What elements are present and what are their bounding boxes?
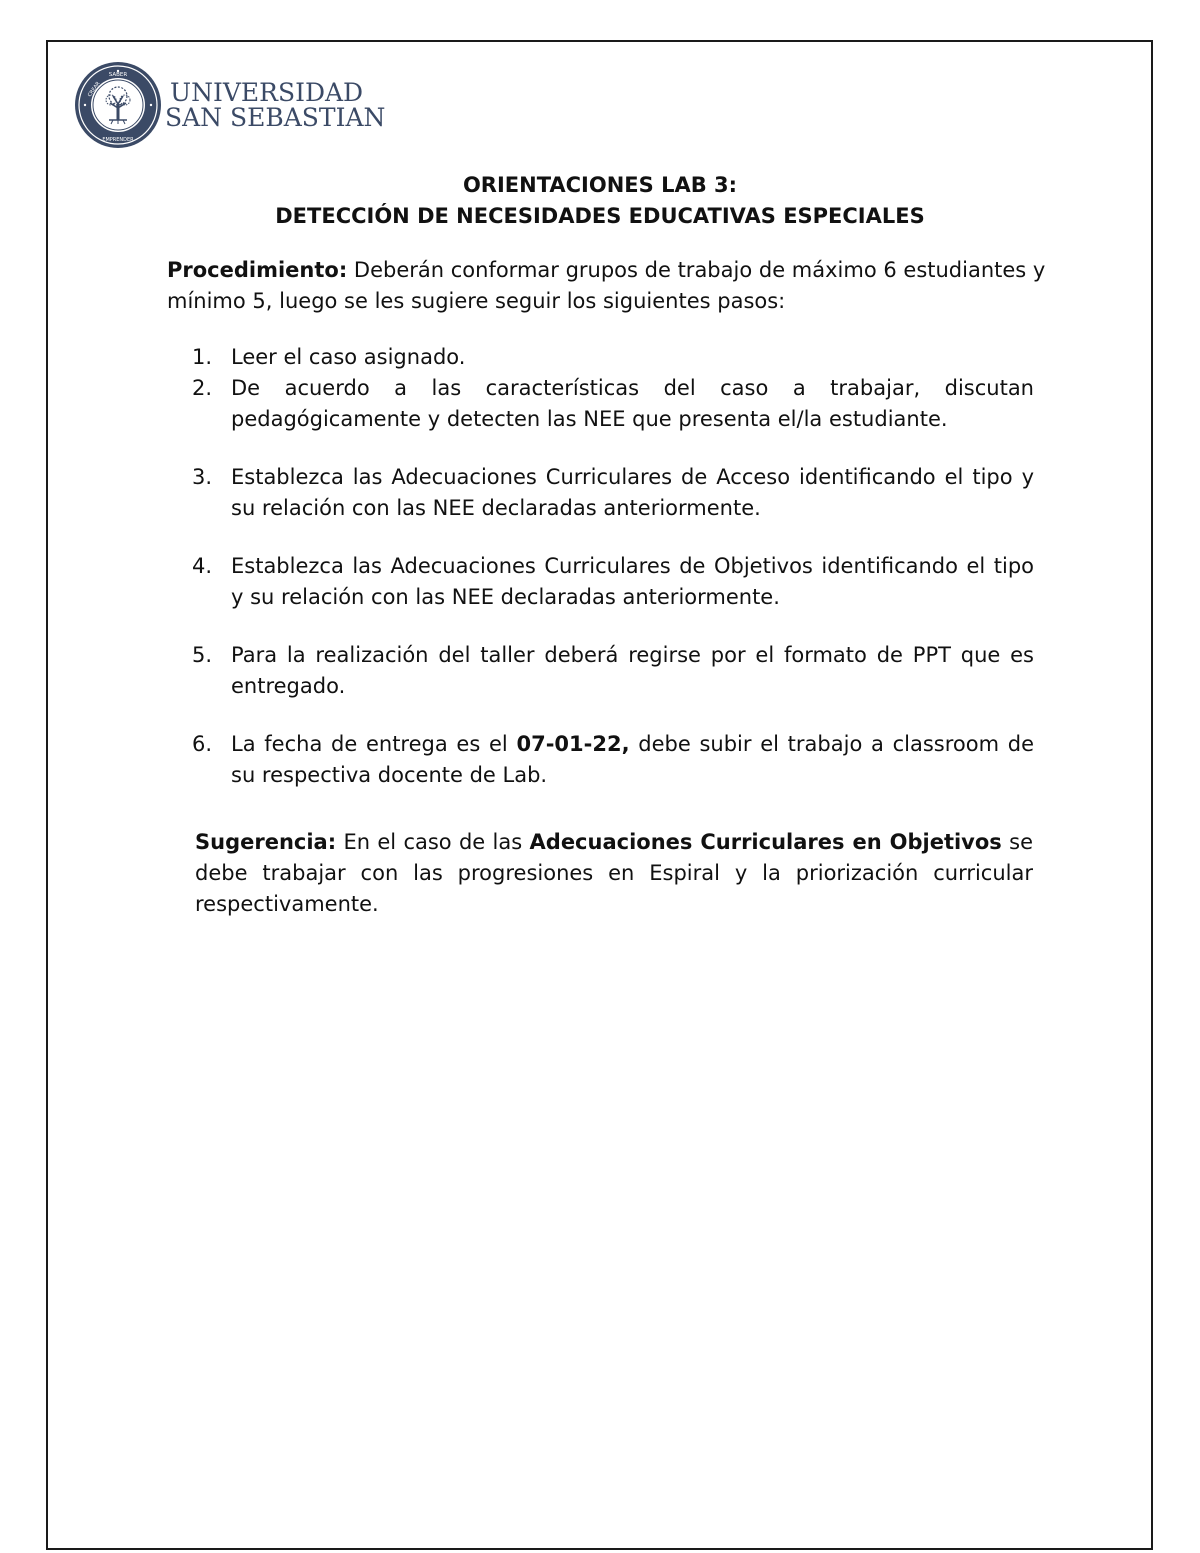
university-name-line2: SAN SEBASTIAN xyxy=(165,103,386,132)
university-seal-icon xyxy=(73,60,163,150)
step-text: De acuerdo a las características del caso a trabajar, discutan pedagógicamente y detecten las NEE que presenta el/la estudiante. xyxy=(231,376,1034,431)
step-number: 6. xyxy=(192,732,213,756)
step-text: Leer el caso asignado. xyxy=(231,345,466,369)
procedure-label: Procedimiento: xyxy=(167,258,348,282)
step-number: 5. xyxy=(192,643,213,667)
step-text: Para la realización del taller deberá regirse por el formato de PPT que es entregado. xyxy=(231,643,1034,698)
document-title xyxy=(0,170,1200,232)
step-item-5 xyxy=(192,640,1034,702)
step-item-2 xyxy=(192,373,1034,435)
suggestion-text-1: En el caso de las xyxy=(336,830,530,854)
step-number: 1. xyxy=(192,345,213,369)
suggestion-paragraph xyxy=(195,827,1033,920)
procedure-paragraph xyxy=(167,255,1047,317)
university-logo xyxy=(73,60,393,152)
title-line2: DETECCIÓN DE NECESIDADES EDUCATIVAS ESPECIALES xyxy=(275,204,925,228)
title-line1: ORIENTACIONES LAB 3: xyxy=(462,173,738,197)
suggestion-label: Sugerencia: xyxy=(195,830,337,854)
step-text-after: debe subir el trabajo a classroom de su respectiva docente de Lab. xyxy=(231,732,1034,787)
suggestion-text-2: se debe trabajar con las progresiones en Espiral y la priorización curricular respectivamente. xyxy=(195,830,1033,916)
procedure-text: Deberán conformar grupos de trabajo de máximo 6 estudiantes y mínimo 5, luego se les sugiere seguir los siguientes pasos: xyxy=(167,258,1046,313)
university-name-line1: UNIVERSIDAD xyxy=(170,78,364,107)
step-item-4 xyxy=(192,551,1034,613)
step-number: 2. xyxy=(192,376,213,400)
step-number: 3. xyxy=(192,465,213,489)
step-text-before: La fecha de entrega es el xyxy=(231,732,517,756)
suggestion-bold: Adecuaciones Curriculares en Objetivos xyxy=(529,830,1002,854)
due-date: 07-01-22, xyxy=(516,732,630,756)
university-name xyxy=(165,80,385,130)
step-text: Establezca las Adecuaciones Curriculares de Acceso identificando el tipo y su relación con las NEE declaradas anteriormente. xyxy=(231,465,1034,520)
seal-text-left: CREAR xyxy=(86,80,102,99)
seal-text-top: SABER xyxy=(108,72,128,78)
step-item-1 xyxy=(192,342,1034,373)
step-item-3 xyxy=(192,462,1034,524)
steps-list xyxy=(192,342,1034,791)
step-number: 4. xyxy=(192,554,213,578)
step-text: Establezca las Adecuaciones Curriculares de Objetivos identificando el tipo y su relación con las NEE declaradas anteriormente. xyxy=(231,554,1034,609)
step-item-6 xyxy=(192,729,1034,791)
seal-text-bottom: EMPRENDER xyxy=(102,137,134,143)
